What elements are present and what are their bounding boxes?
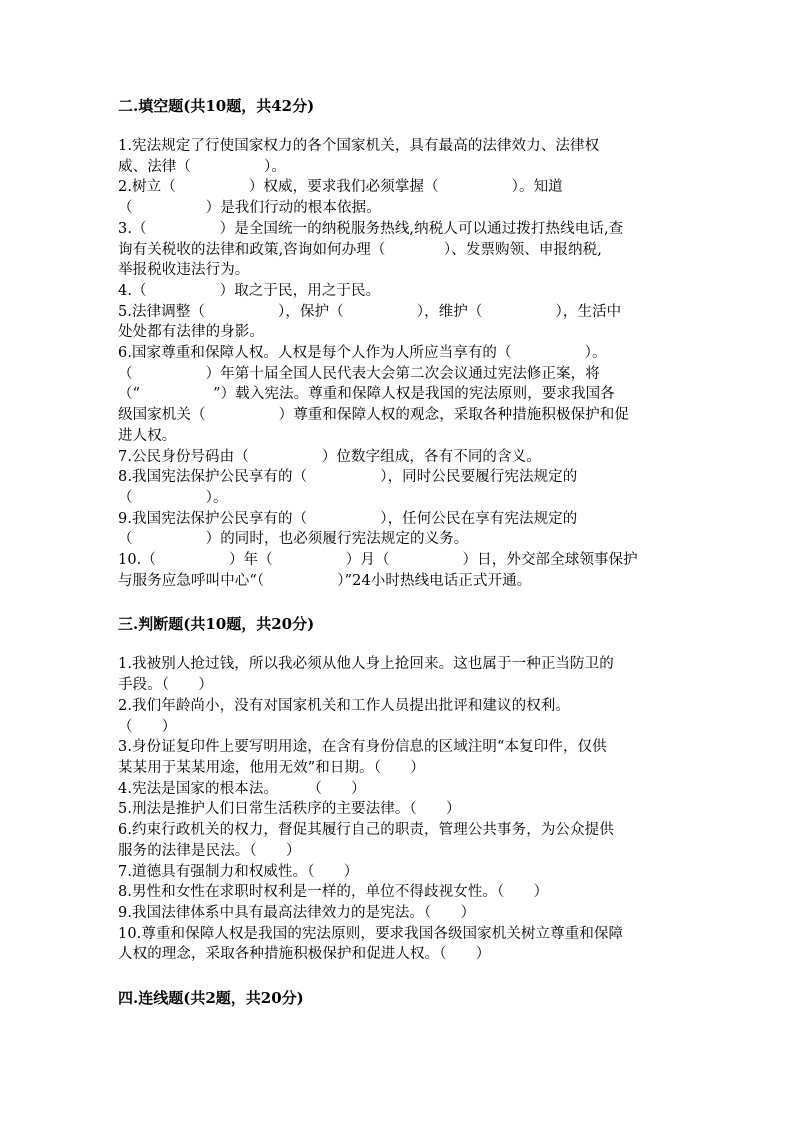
question-line: （ ）是我们行动的根本依据。	[118, 200, 381, 217]
exam-page	[118, 96, 678, 1008]
question-item	[118, 136, 678, 177]
question-line: 9.我国宪法保护公民享有的（ ），任何公民在享有宪法规定的	[118, 510, 578, 527]
question-line: 进人权。	[118, 427, 177, 444]
question-item	[118, 302, 678, 343]
question-line: 6.国家尊重和保障人权。人权是每个人作为人所应当享有的（ ）。	[118, 345, 607, 362]
question-line: 5.刑法是推护人们日常生活秩序的主要法律。（ ）	[118, 801, 461, 818]
question-line: （ ）	[118, 718, 177, 735]
question-line: 举报税收违法行为。	[118, 262, 250, 279]
question-line: 5.法律调整（ ），保护（ ），维护（ ），生活中	[118, 303, 622, 320]
question-line: 7.道德具有强制力和权威性。（ ）	[118, 863, 359, 880]
question-line: 2.树立（ ）权威，要求我们必须掌握（ ）。知道	[118, 179, 563, 196]
question-line: 8.我国宪法保护公民享有的（ ），同时公民要履行宪法规定的	[118, 469, 578, 486]
question-line: 人权的理念，采取各种措施积极保护和促进人权。（ ）	[118, 946, 491, 963]
question-line: 4.（ ）取之于民，用之于民。	[118, 282, 381, 299]
question-line: 与服务应急呼叫中心“（ ）”24小时热线电话正式开通。	[118, 572, 532, 589]
question-line: 10.尊重和保障人权是我国的宪法原则，要求我国各级国家机关树立尊重和保障	[118, 925, 624, 942]
question-item	[118, 281, 678, 302]
question-item	[118, 799, 678, 820]
question-line: 级国家机关（ ）尊重和保障人权的观念，采取各种措施积极保护和促	[118, 407, 629, 424]
question-line: 7.公民身份号码由（ ）位数字组成，各有不同的含义。	[118, 448, 541, 465]
section-true-false	[118, 614, 678, 965]
question-item	[118, 737, 678, 778]
question-item	[118, 550, 678, 591]
question-line: （ ）。	[118, 489, 228, 506]
question-line: 1.我被别人抢过钱，所以我必须从他人身上抢回来。这也属于一种正当防卫的	[118, 656, 614, 673]
question-line: 6.约束行政机关的权力，督促其履行自己的职责，管理公共事务，为公众提供	[118, 822, 614, 839]
question-line: 3.身份证复印件上要写明用途，在含有身份信息的区域注明“本复印件，仅供	[118, 739, 607, 756]
question-item	[118, 177, 678, 218]
question-item	[118, 779, 678, 800]
section-title: 四.连线题(共2题，共20分)	[118, 989, 304, 1008]
question-item	[118, 467, 678, 508]
question-line: 处处都有法律的身影。	[118, 324, 264, 341]
question-line: （ ）的同时，也必须履行宪法规定的义务。	[118, 531, 469, 548]
question-line: 1.宪法规定了行使国家权力的各个国家机关，具有最高的法律效力、法律权	[118, 138, 600, 154]
question-item	[118, 696, 678, 737]
question-item	[118, 447, 678, 468]
question-item	[118, 862, 678, 883]
question-line: 10.（ ）年（ ）月（ ）日，外交部全球领事保护	[118, 552, 638, 569]
question-line: 询有关税收的法律和政策,咨询如何办理（ ）、发票购领、申报纳税,	[118, 241, 602, 258]
question-item	[118, 903, 678, 924]
question-line: 9.我国法律体系中具有最高法律效力的是宪法。（ ）	[118, 904, 476, 921]
question-item	[118, 820, 678, 861]
question-item	[118, 654, 678, 695]
question-line: （“ ”）载入宪法。尊重和保障人权是我国的宪法原则，要求我国各	[118, 386, 615, 403]
question-line: 服务的法律是民法。（ ）	[118, 842, 301, 859]
section-fill-in-blank	[118, 96, 678, 591]
question-item	[118, 509, 678, 550]
question-line: 某某用于某某用途，他用无效”和日期。（ ）	[118, 759, 425, 776]
question-line: 4.宪法是国家的根本法。 （ ）	[118, 780, 366, 797]
question-line: 2.我们年龄尚小，没有对国家机关和工作人员提出批评和建议的权利。	[118, 697, 571, 714]
question-line: 威、法律（ ）。	[118, 158, 286, 175]
question-list	[118, 136, 678, 591]
section-title: 三.判断题(共10题，共20分)	[118, 615, 315, 634]
section-matching	[118, 988, 678, 1008]
question-item	[118, 219, 678, 281]
question-list	[118, 654, 678, 965]
question-line: 3.（ ）是全国统一的纳税服务热线,纳税人可以通过拨打热线电话,查	[118, 220, 624, 237]
question-line: （ ）年第十届全国人民代表大会第二次会议通过宪法修正案，将	[118, 365, 600, 382]
section-title: 二.填空题(共10题，共42分)	[118, 97, 315, 115]
question-line: 8.男性和女性在求职时权利是一样的，单位不得歧视女性。（ ）	[118, 884, 549, 901]
question-item	[118, 343, 678, 447]
question-line: 手段。（ ）	[118, 677, 213, 694]
question-item	[118, 882, 678, 903]
question-item	[118, 924, 678, 965]
